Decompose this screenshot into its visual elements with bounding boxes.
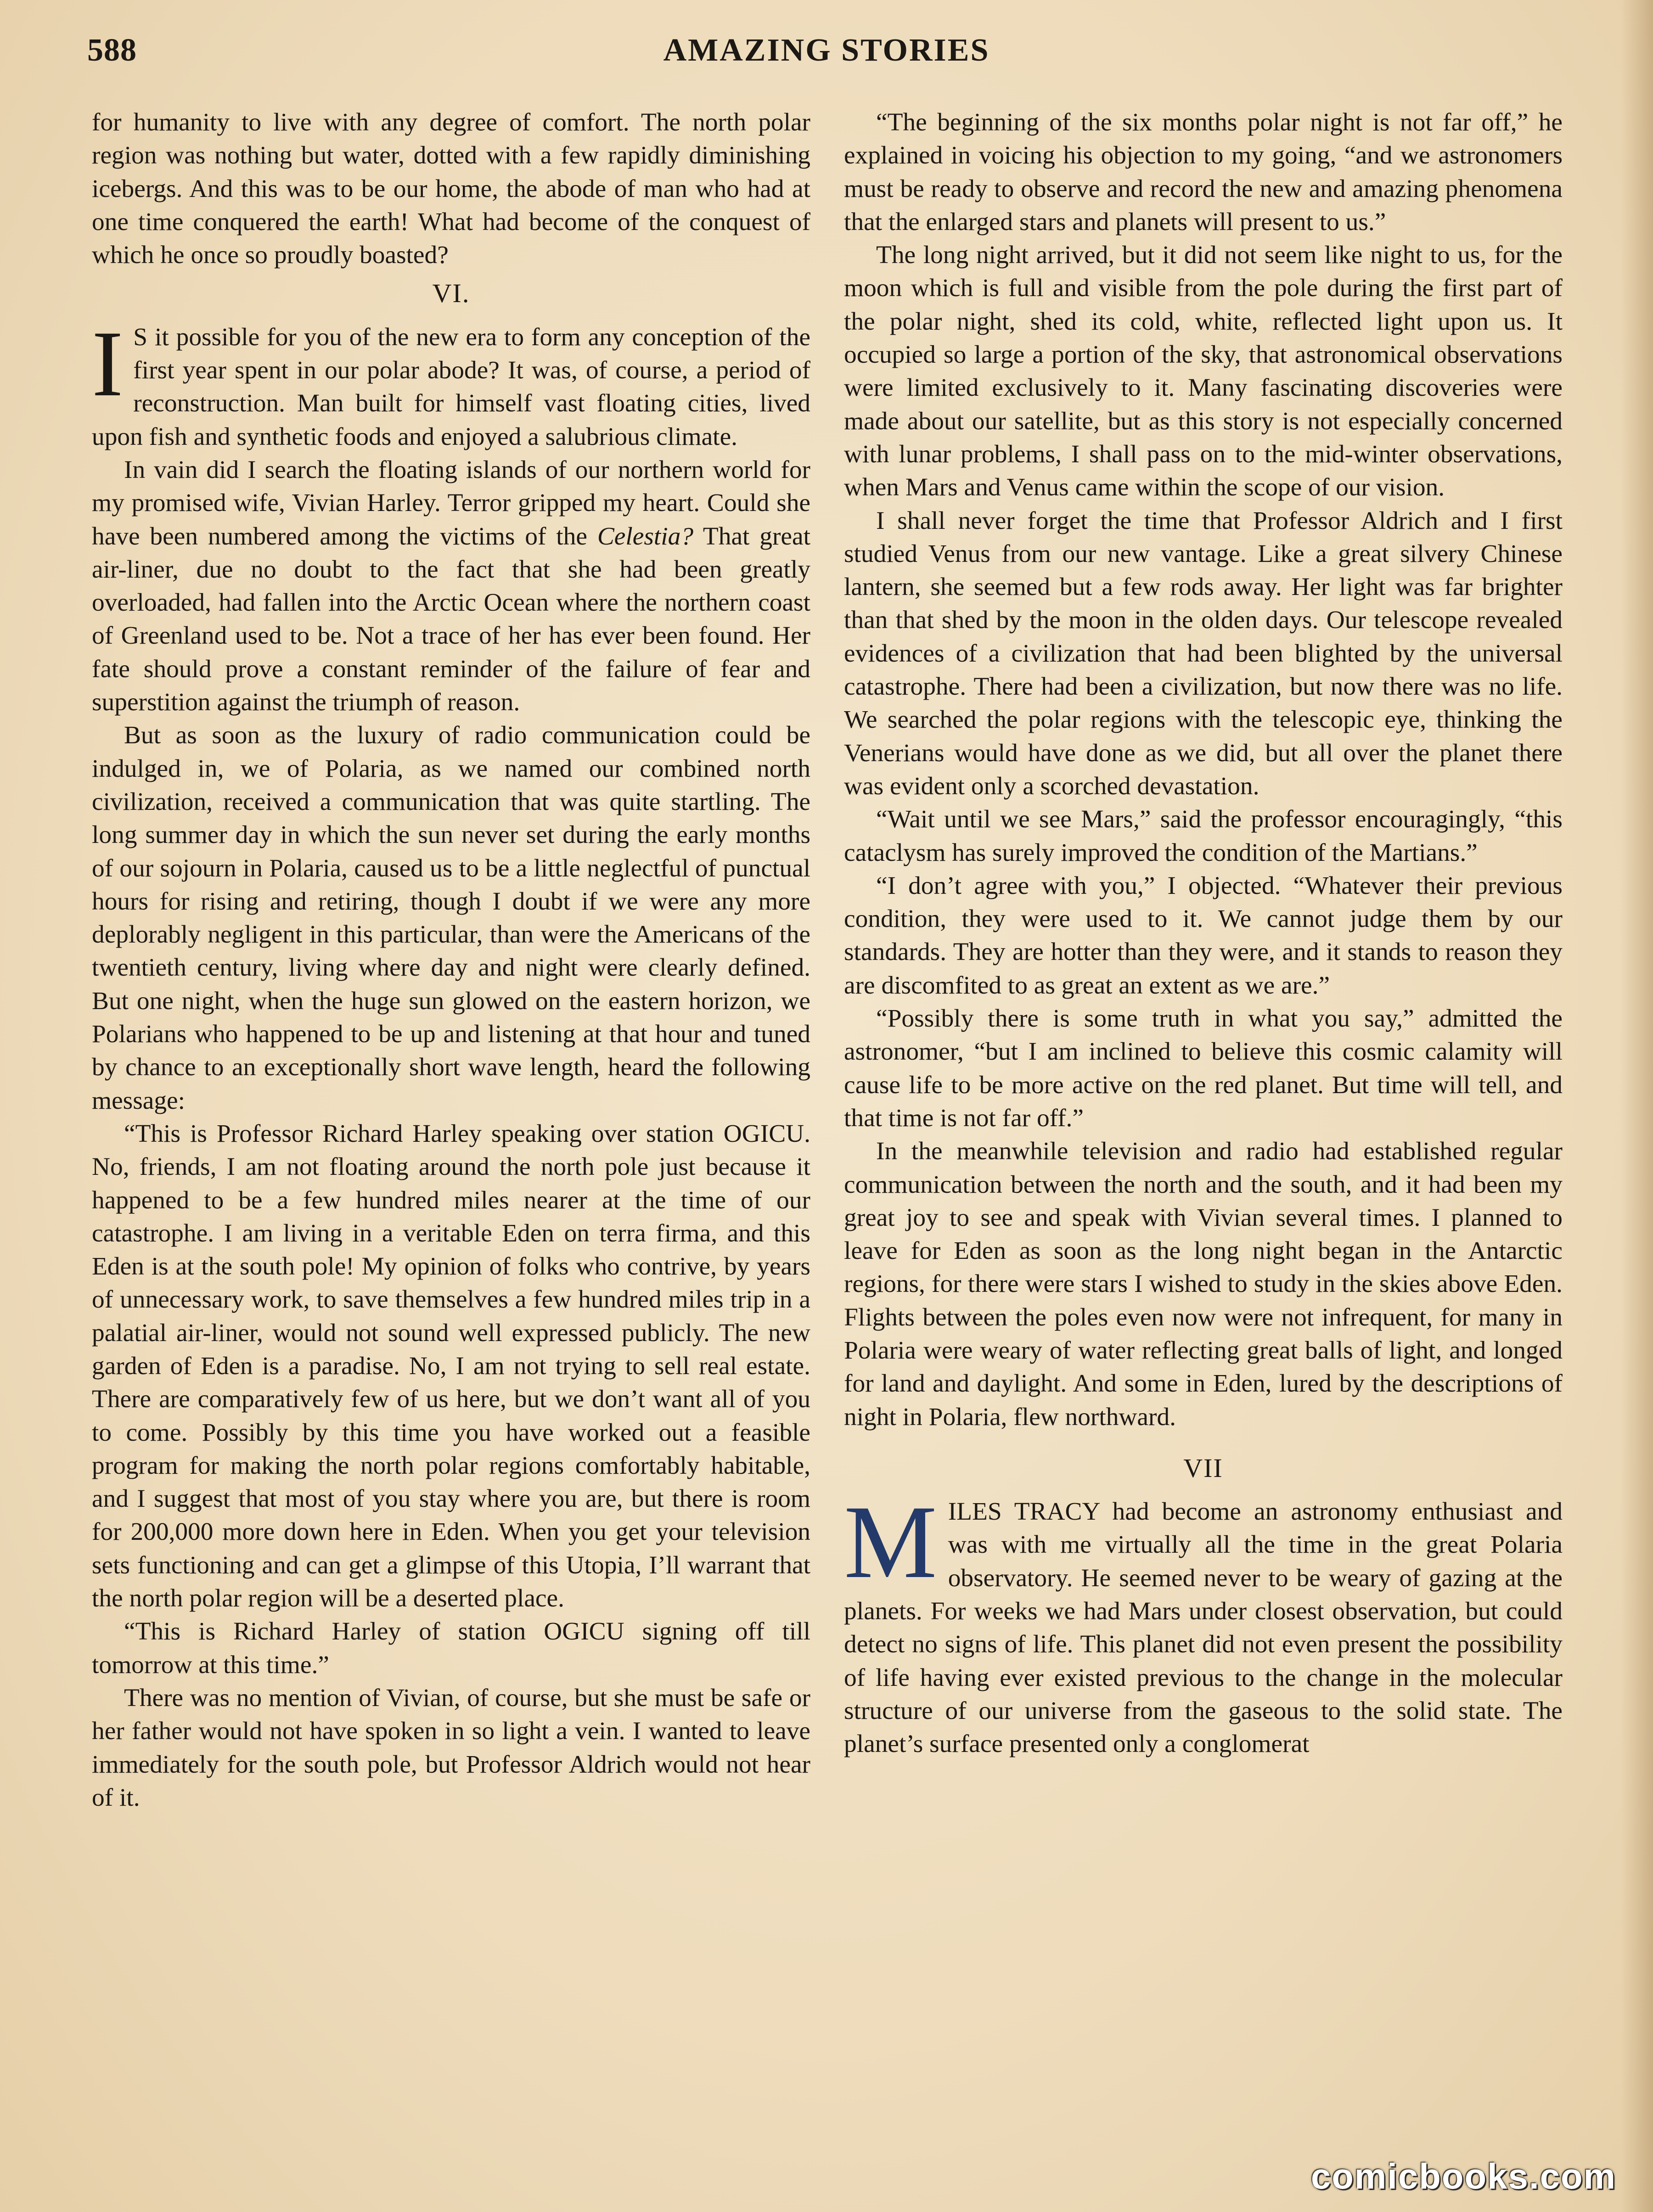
left-column — [92, 106, 810, 1814]
paragraph: In the meanwhile television and radio had established regular communication between the north and the south, and it had been my great joy to see and speak with Vivian several times. I planned to leave for Eden as soon as the long night began in the Antarctic regions, for there were stars I wished to study in the skies above Eden. Flights between the poles even now were not infrequent, for many in Polaria were weary of water reflecting great balls of light, and longed for land and daylight. And some in Eden, lured by the descriptions of night in Polaria, flew northward. — [844, 1137, 1563, 1431]
ship-name: Celestia? — [597, 522, 694, 550]
paragraph: There was no mention of Vivian, of course, but she must be safe or her father would not have spoken in so light a vein. I wanted to leave immediately for the south pole, but Professor Aldrich would not hear of it. — [92, 1683, 810, 1811]
watermark: comicbooks.com — [1310, 2156, 1616, 2196]
page-number: 588 — [87, 33, 137, 68]
section-heading-vii: VII — [1183, 1453, 1223, 1483]
paragraph — [92, 453, 810, 719]
paragraph: “Wait until we see Mars,” said the professor encouragingly, “this cataclysm has surely improved the condition of the Martians.” — [844, 805, 1563, 866]
paragraph-text: S it possible for you of the new era to form any conception of the first year spent in our polar abode? It was, of course, a period of reconstruction. Man built for himself vast floating cities, lived upon fish and synthetic foods and enjoyed a salubrious climate. — [92, 322, 810, 450]
paragraph: But as soon as the luxury of radio communication could be indulged in, we of Polaria, as we named our combined north civilization, received a communication that was quite startling. The long summer day in which the sun never set during the early months of our sojourn in Polaria, caused us to be a little neglectful of punctual hours for rising and retiring, though I doubt if we were any more deplorably negligent in this particular, than were the Americans of the twentieth century, living where day and night were clearly defined. But one night, when the huge sun glowed on the eastern horizon, we Polarians who happened to be up and listening at that hour and tuned by chance to an exceptionally short wave length, heard the following message: — [92, 721, 810, 1114]
paragraph-with-dropcap — [92, 311, 810, 453]
paragraph-text: That great air-liner, due no doubt to the fact that she had been greatly overloaded, had fallen into the Arctic Ocean where the northern coast of Greenland used to be. Not a trace of her has ever been found. Her fate should prove a constant reminder of the failure of fear and superstition against the triumph of reason. — [92, 522, 810, 716]
paragraph: The long night arrived, but it did not seem like night to us, for the moon which is full and visible from the pole during the first part of the polar night, shed its cold, white, reflected light upon us. It occupied so large a portion of the sky, that astronomical observations were limited exclusively to it. Many fascinating discoveries were made about our satellite, but as this story is not especially concerned with lunar problems, I shall pass on to the mid-winter observations, when Mars and Venus came within the scope of our vision. — [844, 241, 1563, 501]
paragraph: “I don’t agree with you,” I objected. “Whatever their previous condition, they were used to it. We cannot judge them by our standards. They are hotter than they were, and it stands to reason they are discomfited to as great an extent as we are.” — [844, 871, 1563, 999]
section-heading-vi: VI. — [432, 278, 470, 309]
paragraph: I shall never forget the time that Professor Aldrich and I first studied Venus from our new vantage. Like a great silvery Chinese lantern, she seemed but a few rods away. Her light was far brighter than that shed by the moon in the olden days. Our telescope revealed evidences of a civilization that had been blighted by the universal catastrophe. There had been a civilization, but now there was no life. We searched the polar regions with the telescopic eye, thinking the Venerians would have done as we did, but all over the planet there was evident only a scorched devastation. — [844, 506, 1563, 800]
paragraph: for humanity to live with any degree of comfort. The north polar region was nothing but water, dotted with a few rapidly diminishing icebergs. And this was to be our home, the abode of man who had at one time conquered the earth! What had become of the conquest of which he once so proudly boasted? — [92, 108, 810, 269]
drop-cap: M — [844, 1484, 937, 1600]
right-column — [844, 106, 1563, 1761]
paragraph: “This is Professor Richard Harley speaking over station OGICU. No, friends, I am not floating around the north pole just because it happened to be a few hundred miles nearer at the time of our catastrophe. I am living in a veritable Eden on terra firma, and this Eden is at the south pole! My opinion of folks who contrive, by years of unnecessary work, to save themselves a few hundred miles trip in a palatial air-liner, would not sound well expressed publicly. The new garden of Eden is a paradise. No, I am not trying to sell real estate. There are comparatively few of us here, but we don’t want all of you to come. Possibly by this time you have worked out a feasible program for making the north polar regions comfortably habitable, and I suggest that most of you stay where you are, but there is room for 200,000 more down here in Eden. When you get your television sets functioning and can get a glimpse of this Utopia, I’ll warrant that the north polar region will be a deserted place. — [92, 1119, 810, 1612]
drop-cap: I — [92, 311, 124, 416]
paragraph: “The beginning of the six months polar night is not far off,” he explained in voicing his objection to my going, “and we astronomers must be ready to observe and record the new and amazing phenomena that the enlarged stars and planets will present to us.” — [844, 108, 1563, 236]
page-header — [87, 32, 1566, 83]
paragraph-with-dropcap — [844, 1484, 1563, 1760]
paragraph-text: ILES TRACY had become an astronomy enthusiast and was with me virtually all the time in the great Polaria observatory. He seemed never to be weary of gazing at the planets. For weeks we had Mars under closest observation, but could detect no signs of life. This planet did not even present the possibility of life having ever existed previous to the change in the molecular structure of our universe from the gaseous to the solid state. The planet’s surface presented only a conglomerat — [844, 1497, 1563, 1758]
paragraph-text: In vain did I search the floating islands of our northern world for my promised wife, Vivian Harley. Terror gripped my heart. Could she have been numbered among the victims of the — [92, 455, 810, 550]
paragraph: “Possibly there is some truth in what you say,” admitted the astronomer, “but I am inclined to believe this cosmic calamity will cause life to be more active on the red planet. But time will tell, and that time is not far off.” — [844, 1004, 1563, 1132]
running-head: AMAZING STORIES — [663, 33, 990, 68]
paragraph: “This is Richard Harley of station OGICU signing off till tomorrow at this time.” — [92, 1617, 810, 1679]
page-edge-shadow — [1621, 0, 1653, 2212]
